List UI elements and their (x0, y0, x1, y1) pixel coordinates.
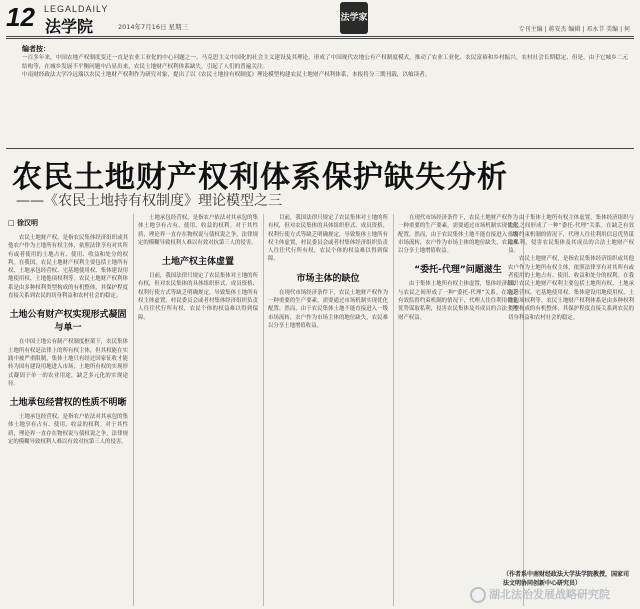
masthead-subtitle: LEGALDAILY (44, 4, 109, 14)
article-paragraph: 在现代市场经济条件下，农民土地财产权作为一种重要的生产要素，需要通过市场机制实现优化配置。然而，由于农民集体土地不能直接进入一级市场流转，农户作为市场主体的地位缺失，农民难以分享土地增值收益。 (268, 289, 388, 329)
column-separator (393, 214, 394, 606)
top-rule-thin (6, 38, 634, 39)
editor-note (22, 44, 628, 146)
watermark-icon (470, 587, 486, 603)
article-column (268, 214, 388, 606)
editor-note-label: 编者按： (22, 45, 50, 53)
article-paragraph: 土地承包经营权，是指农户依法对其承包的集体土地享有占有、使用、收益的权利。对于其性质，理论界一直存在物权说与债权说之争，法律规定的模糊导致权利人难以有效对抗第三人的侵害。 (8, 414, 128, 446)
article-paragraph: 农民土地财产权，是指农民集体经济组织或其他农户作为土地所有权主体，依照法律享有对其所有或者使用的土地占有、使用、收益和处分的权利。在我国，农民土地财产权利主要包括土地所有权、土地承包经营权、宅基地使用权、集体建设用地使用权、土地他项权利等。农民土地财产权利体系是由多种权利类型构成的有机整体，其保护程度直接关系到农民的切身利益和农村社会的稳定。 (8, 235, 128, 300)
column-separator (263, 214, 264, 606)
article-column (8, 214, 128, 606)
section-title: 法学院 (45, 17, 94, 36)
editor-note-paragraph: 中南财经政法大学冷远瑞以农民土地财产权利作为研究对象，提出了以《农民土地持有权制度》理论模型构建农民土地财产权利体系，本报将分三期刊载，以飨读者。 (22, 72, 431, 79)
section-heading: 土地承包经营权的性质不明晰 (9, 398, 127, 409)
article-headline: 农民土地财产权利体系保护缺失分析 (12, 160, 508, 195)
article-column (138, 214, 258, 606)
column-separator (133, 214, 134, 606)
masthead (0, 0, 640, 36)
section-heading: 土地产权主体虚置 (161, 257, 234, 268)
issue-date: 2014年7月16日 星期三 (118, 23, 189, 31)
article-column (398, 214, 518, 606)
article-paragraph: 在现代市场经济条件下，农民土地财产权作为一种重要的生产要素，需要通过市场机制实现优化配置。然而，由于农民集体土地不能直接进入一级市场流转，农户作为市场主体的地位缺失，农民难以分享土地增值收益。 (398, 215, 518, 255)
editor-note-paragraph: 一百多年来，中国农地产权制度变迁一直是农业工业化的中心问题之一。马克思主义中国化的社会主义建设及其理论，形成了中国现代农地公有产权制度模式，推动了农业工业化、农民富裕和乡村振兴。农村社会长期稳定，但是，由于它城乡二元结构等，在城乡发展不平衡问题中凸显出来，农民土地财产权利体系缺失，引起了人们的普遍关注。 (22, 55, 628, 70)
top-rule (6, 36, 634, 37)
article-paragraph: 农民土地财产权，是指农民集体经济组织或其他农户作为土地所有权主体，依照法律享有对其所有或者使用的土地占有、使用、收益和处分的权利。在我国，农民土地财产权利主要包括土地所有权、土地承包经营权、宅基地使用权、集体建设用地使用权、土地他项权利等。农民土地财产权利体系是由多种权利类型构成的有机整体，其保护程度直接关系到农民的切身利益和农村社会的稳定。 (508, 256, 634, 321)
article-paragraph: 目前，我国法律只规定了农民集体对土地的所有权，但对农民集体的具体组织形式、成员资格、权利行使方式等缺乏明确规定，导致集体土地所有权主体虚置，村民委员会或者村集体经济组织负责人往往代行所有权，农民个体的权益难以得到保障。 (268, 215, 388, 263)
section-heading: 市场主体的缺位 (296, 273, 360, 284)
article-paragraph: 土地承包经营权，是指农户依法对其承包的集体土地享有占有、使用、收益的权利。对于其性质，理论界一直存在物权说与债权说之争，法律规定的模糊导致权利人难以有效对抗第三人的侵害。 (138, 215, 258, 246)
section-heading: “委托-代理”问题滋生 (414, 265, 502, 276)
article-paragraph: 由于集体土地所有权主体虚置，集体经济组织与农民之间形成了一种“委托-代理”关系。在缺乏有效监督约束机制的情况下，代理人往往利用信息优势谋取私利，侵害农民集体及其成员的合法土地财产权益。 (398, 281, 518, 321)
article-column (508, 214, 634, 564)
watermark (470, 586, 610, 603)
article-paragraph: 在中国土地公有制产权制度框架下，农民集体土地所有权是法律上的所有权主体，但其权能在实践中被严重限制，集体土地只有经过国家征收才能转为国有建设用地进入市场，土地所有权的实现形式凝固于单一的农业用途，缺乏多元化的实现途径。 (8, 339, 128, 387)
article-author: □ 徐汉明 (8, 219, 39, 227)
article-subtitle: ——《农民土地持有权制度》理论模型之三 (16, 193, 282, 209)
editor-info: 专刊主编 | 蒋安杰 编辑 | 邓永节 美编 | 何 (518, 26, 630, 33)
article-paragraph: 由于集体土地所有权主体虚置，集体经济组织与农民之间形成了一种“委托-代理”关系。在缺乏有效监督约束机制的情况下，代理人往往利用信息优势谋取私利，侵害农民集体及其成员的合法土地财产权益。 (508, 215, 634, 255)
section-seal: 法学家 (340, 2, 368, 34)
editor-note-rule (6, 148, 634, 149)
article-paragraph: 目前，我国法律只规定了农民集体对土地的所有权，但对农民集体的具体组织形式、成员资格、权利行使方式等缺乏明确规定，导致集体土地所有权主体虚置，村民委员会或者村集体经济组织负责人往往代行所有权，农民个体的权益难以得到保障。 (138, 273, 258, 321)
article-body (8, 214, 634, 606)
watermark-text: 湖北法治发展战略研究院 (489, 588, 610, 601)
author-footnote: （作者系中南财经政法大学法学院教授，国家司法文明协同创新中心研究员） (503, 571, 630, 587)
page-number: 12 (6, 2, 35, 32)
section-heading: 土地公有财产权实现形式凝固与单一 (9, 310, 127, 334)
